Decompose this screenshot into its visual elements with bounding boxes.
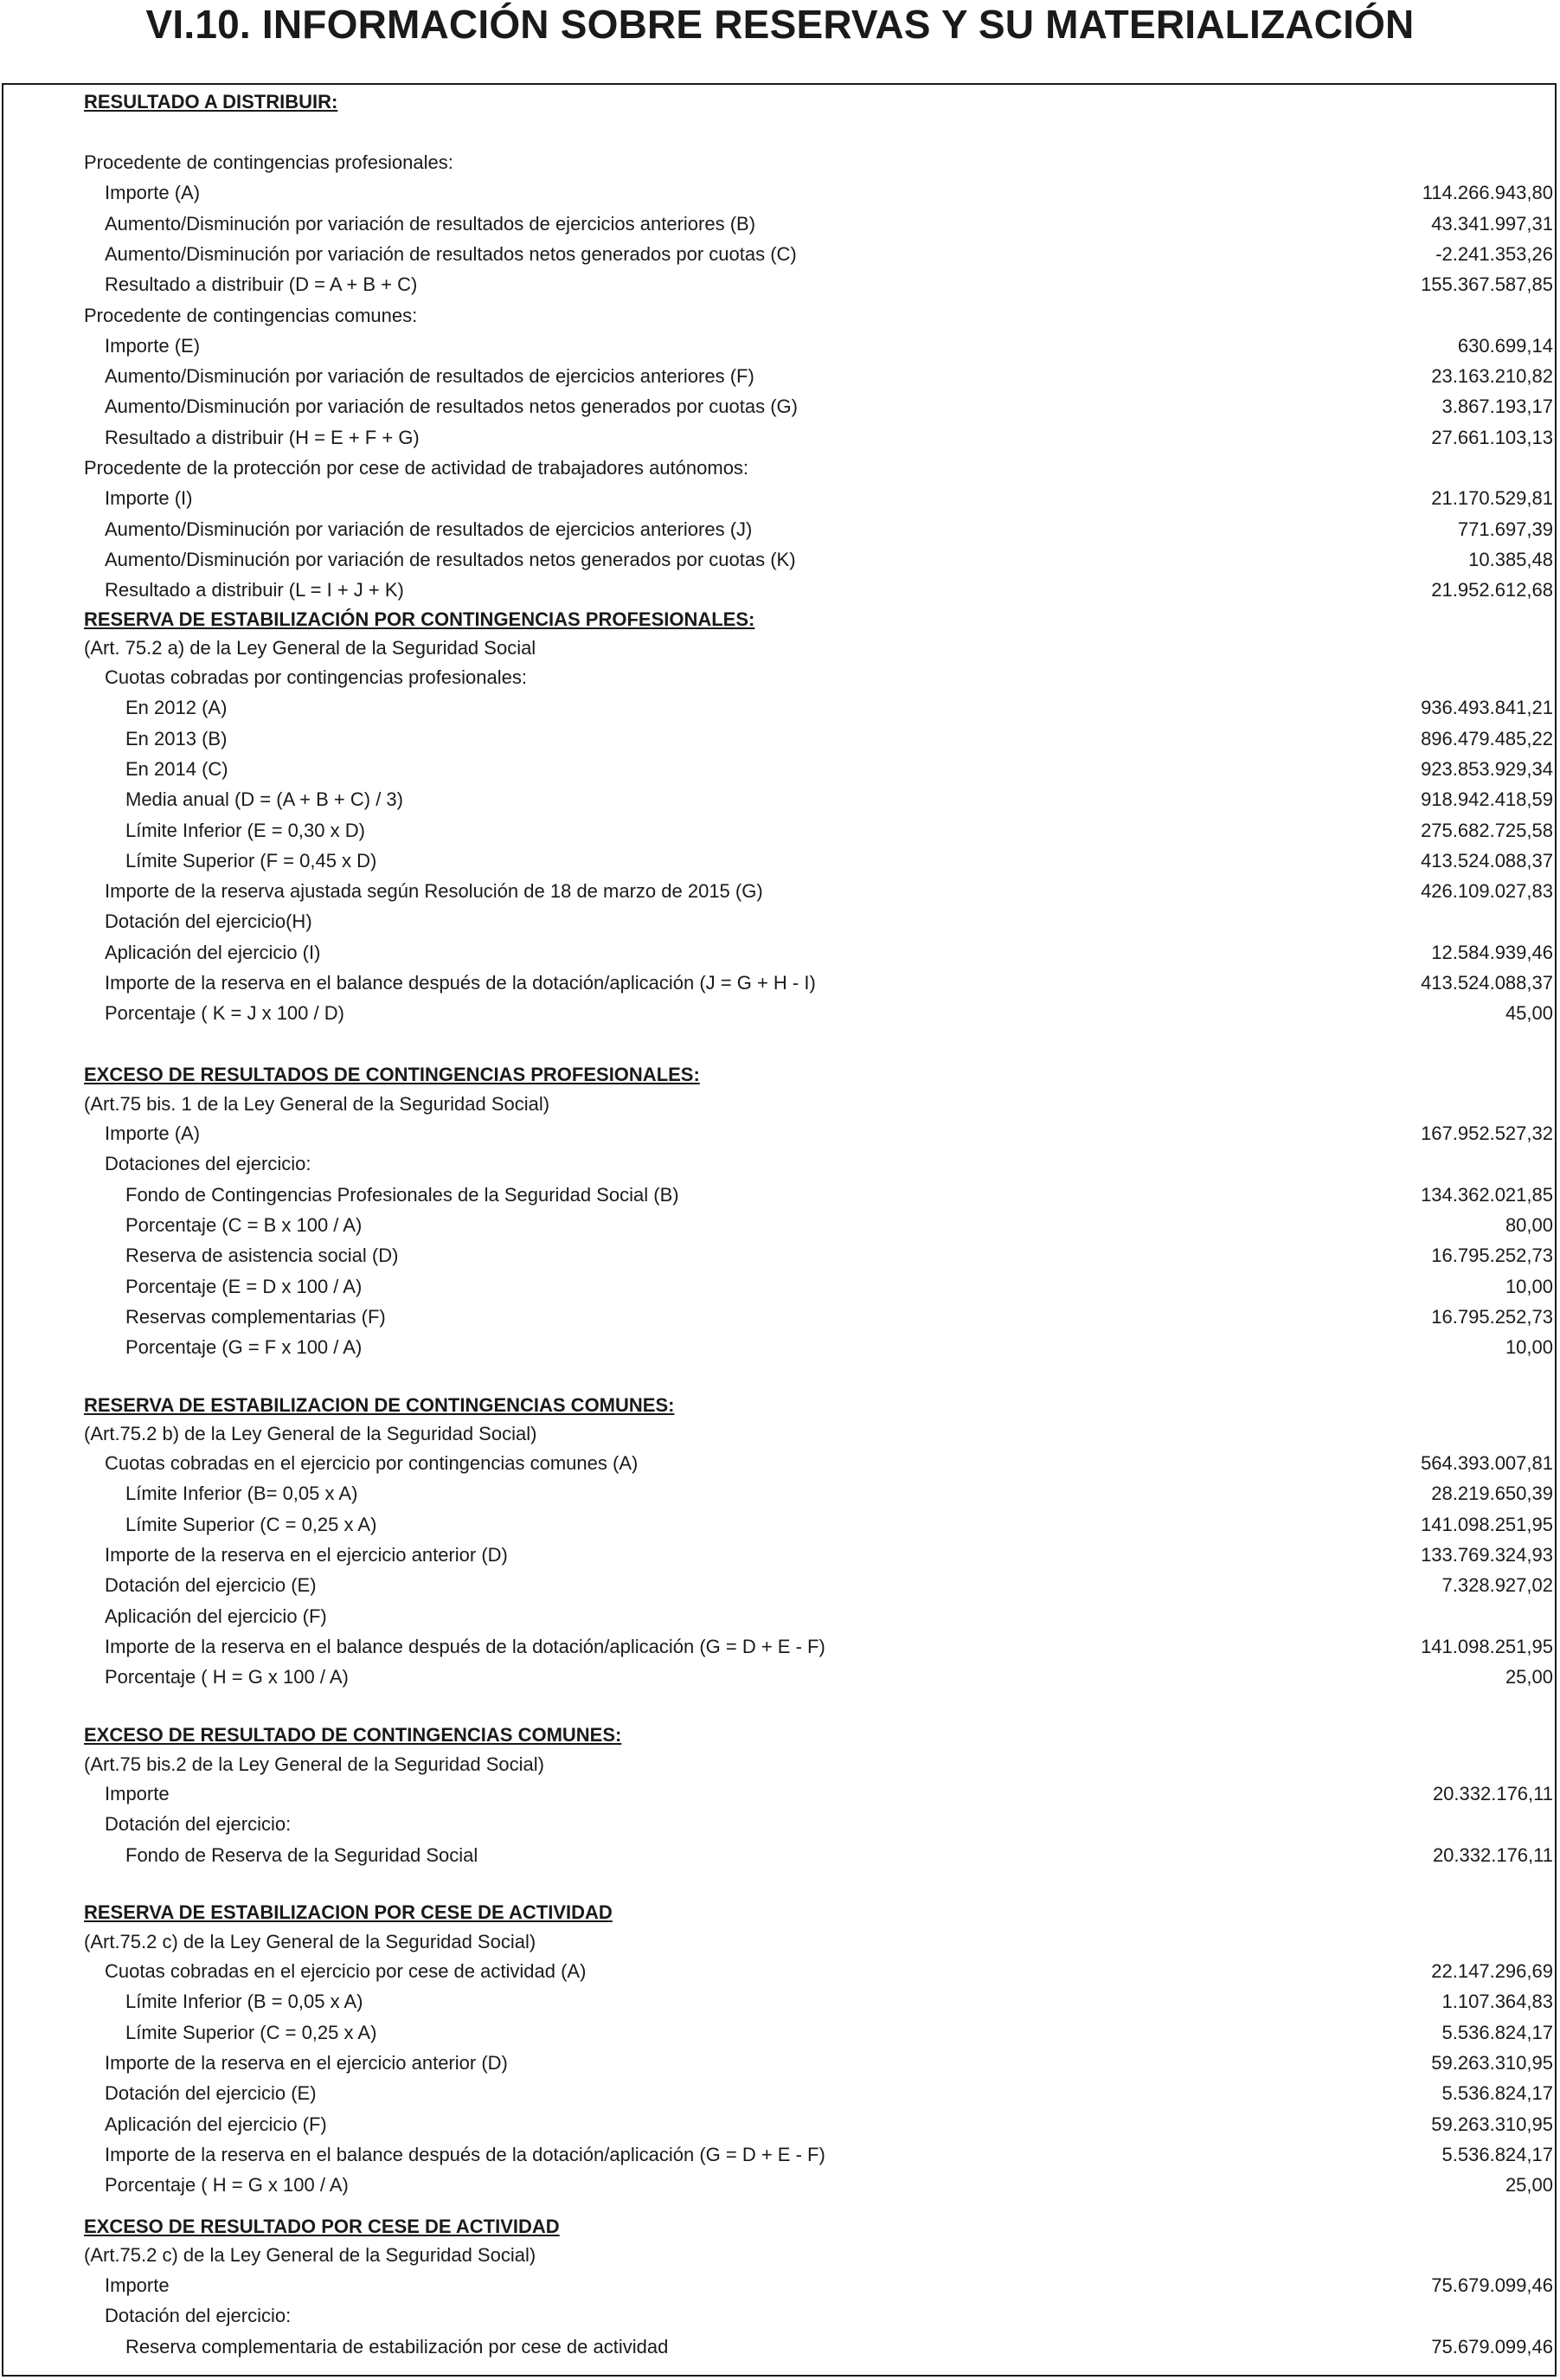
row-label: Porcentaje (C = B x 100 / A) bbox=[125, 1213, 363, 1236]
row-label: Aumento/Disminución por variación de resultados de ejercicios anteriores (F) bbox=[105, 365, 754, 388]
row-amount: 923.853.929,34 bbox=[1421, 757, 1553, 780]
row-label: Fondo de Contingencias Profesionales de la Seguridad Social (B) bbox=[125, 1183, 679, 1206]
row-amount: 10,00 bbox=[1505, 1275, 1553, 1297]
report-row bbox=[0, 2110, 1555, 2139]
row-label: Importe de la reserva en el ejercicio anterior (D) bbox=[105, 1543, 508, 1566]
report-row bbox=[0, 816, 1555, 846]
row-label: Cuotas cobradas por contingencias profesionales: bbox=[105, 666, 527, 688]
row-amount: 918.942.418,59 bbox=[1421, 788, 1553, 811]
row-amount: 27.661.103,13 bbox=[1431, 426, 1553, 448]
report-row bbox=[0, 1272, 1555, 1302]
row-label: Aplicación del ejercicio (I) bbox=[105, 941, 321, 963]
report-row bbox=[0, 907, 1555, 936]
section-heading: RESERVA DE ESTABILIZACIÓN POR CONTINGENCIAS PROFESIONALES: bbox=[84, 608, 755, 630]
row-label: En 2013 (B) bbox=[125, 727, 228, 749]
report-row bbox=[0, 1479, 1555, 1508]
report-row bbox=[0, 1841, 1555, 1870]
row-amount: 16.795.252,73 bbox=[1431, 1245, 1553, 1267]
row-label: Procedente de la protección por cese de actividad de trabajadores autónomos: bbox=[84, 457, 749, 479]
row-label: Aplicación del ejercicio (F) bbox=[105, 1605, 327, 1627]
row-amount: 114.266.943,80 bbox=[1422, 182, 1553, 204]
report-row bbox=[0, 484, 1555, 513]
row-amount: 5.536.824,17 bbox=[1441, 2021, 1553, 2043]
report-row bbox=[0, 1957, 1555, 1986]
section-heading: EXCESO DE RESULTADOS DE CONTINGENCIAS PROFESIONALES: bbox=[84, 1064, 700, 1085]
report-row bbox=[0, 362, 1555, 391]
section-legal-reference: (Art.75.2 c) de la Ley General de la Seguridad Social) bbox=[84, 2244, 536, 2266]
section-heading: RESERVA DE ESTABILIZACION DE CONTINGENCIAS COMUNES: bbox=[84, 1394, 675, 1416]
row-amount: 75.679.099,46 bbox=[1431, 2335, 1553, 2357]
row-label: Límite Superior (C = 0,25 x A) bbox=[125, 2021, 377, 2043]
row-label: Límite Superior (F = 0,45 x D) bbox=[125, 849, 377, 872]
row-amount: 22.147.296,69 bbox=[1431, 1960, 1553, 1982]
report-row bbox=[0, 1810, 1555, 1839]
report-row bbox=[0, 2018, 1555, 2048]
row-amount: 7.328.927,02 bbox=[1441, 1574, 1553, 1597]
row-amount: 1.107.364,83 bbox=[1441, 1991, 1553, 2013]
row-amount: 25,00 bbox=[1505, 2174, 1553, 2197]
row-label: Porcentaje ( H = G x 100 / A) bbox=[105, 2174, 349, 2197]
row-amount: 10,00 bbox=[1505, 1336, 1553, 1359]
row-amount: 25,00 bbox=[1505, 1666, 1553, 1689]
row-amount: 896.479.485,22 bbox=[1421, 727, 1553, 749]
row-label: Importe de la reserva en el balance después de la dotación/aplicación (G = D + E - F) bbox=[105, 2143, 825, 2165]
row-amount: 59.263.310,95 bbox=[1431, 2113, 1553, 2135]
report-row bbox=[0, 1779, 1555, 1809]
row-label: Dotación del ejercicio (E) bbox=[105, 1574, 317, 1597]
row-label: Importe de la reserva en el balance después de la dotación/aplicación (J = G + H - I) bbox=[105, 972, 816, 994]
row-amount: 5.536.824,17 bbox=[1441, 2143, 1553, 2165]
report-row bbox=[0, 1149, 1555, 1179]
row-label: Límite Inferior (E = 0,30 x D) bbox=[125, 819, 365, 841]
row-label: Importe bbox=[105, 1783, 170, 1804]
row-amount: 43.341.997,31 bbox=[1431, 212, 1553, 235]
row-amount: 20.332.176,11 bbox=[1432, 1783, 1553, 1804]
report-row bbox=[0, 1180, 1555, 1210]
row-amount: 771.697,39 bbox=[1457, 518, 1553, 540]
row-label: Importe (I) bbox=[105, 487, 193, 510]
row-amount: 16.795.252,73 bbox=[1431, 1305, 1553, 1328]
row-label: Fondo de Reserva de la Seguridad Social bbox=[125, 1843, 478, 1866]
row-amount: 141.098.251,95 bbox=[1421, 1635, 1553, 1657]
report-row bbox=[0, 1303, 1555, 1332]
report-row bbox=[0, 1449, 1555, 1478]
report-row bbox=[0, 2140, 1555, 2170]
row-amount: 21.952.612,68 bbox=[1431, 579, 1553, 601]
row-label: Porcentaje (G = F x 100 / A) bbox=[125, 1336, 363, 1359]
row-amount: 413.524.088,37 bbox=[1421, 849, 1553, 872]
row-label: Procedente de contingencias profesionales: bbox=[84, 151, 453, 173]
report-row bbox=[0, 663, 1555, 692]
report-row bbox=[0, 1541, 1555, 1570]
row-label: Reservas complementarias (F) bbox=[125, 1305, 386, 1328]
row-amount: 141.098.251,95 bbox=[1421, 1513, 1553, 1535]
row-amount: 20.332.176,11 bbox=[1432, 1843, 1553, 1866]
row-label: Aplicación del ejercicio (F) bbox=[105, 2113, 327, 2135]
report-row bbox=[0, 178, 1555, 208]
row-amount: 59.263.310,95 bbox=[1431, 2051, 1553, 2074]
row-label: Reserva complementaria de estabilización por cese de actividad bbox=[125, 2335, 669, 2357]
row-label: Dotaciones del ejercicio: bbox=[105, 1153, 311, 1175]
report-row bbox=[0, 2171, 1555, 2200]
row-label: Porcentaje ( H = G x 100 / A) bbox=[105, 1666, 349, 1689]
report-row bbox=[0, 1510, 1555, 1540]
report-row bbox=[0, 785, 1555, 814]
row-amount: 45,00 bbox=[1505, 1002, 1553, 1025]
report-row bbox=[0, 2301, 1555, 2331]
report-row bbox=[0, 270, 1555, 299]
row-label: Porcentaje (E = D x 100 / A) bbox=[125, 1275, 363, 1297]
row-label: Aumento/Disminución por variación de resultados de ejercicios anteriores (B) bbox=[105, 212, 756, 235]
page-title: VI.10. INFORMACIÓN SOBRE RESERVAS Y SU MATERIALIZACIÓN bbox=[145, 2, 1415, 47]
report-row bbox=[0, 1333, 1555, 1362]
report-row bbox=[0, 1987, 1555, 2017]
row-amount: 936.493.841,21 bbox=[1421, 697, 1553, 719]
row-label: Límite Superior (C = 0,25 x A) bbox=[125, 1513, 377, 1535]
report-row bbox=[0, 999, 1555, 1028]
section-legal-reference: (Art. 75.2 a) de la Ley General de la Seguridad Social bbox=[84, 637, 536, 659]
row-amount: 133.769.324,93 bbox=[1421, 1543, 1553, 1566]
report-row bbox=[0, 2079, 1555, 2108]
row-amount: 28.219.650,39 bbox=[1431, 1483, 1553, 1505]
report-row bbox=[0, 938, 1555, 968]
row-label: Importe de la reserva ajustada según Resolución de 18 de marzo de 2015 (G) bbox=[105, 880, 763, 903]
row-label: Importe de la reserva en el ejercicio anterior (D) bbox=[105, 2051, 508, 2074]
report-row bbox=[0, 576, 1555, 605]
row-amount: 155.367.587,85 bbox=[1421, 273, 1553, 296]
row-amount: 12.584.939,46 bbox=[1431, 941, 1553, 963]
report-row bbox=[0, 1602, 1555, 1631]
row-amount: 564.393.007,81 bbox=[1421, 1452, 1553, 1474]
row-label: Dotación del ejercicio(H) bbox=[105, 910, 312, 933]
report-row bbox=[0, 1211, 1555, 1240]
report-row bbox=[0, 846, 1555, 876]
section-legal-reference: (Art.75.2 c) de la Ley General de la Seguridad Social) bbox=[84, 1931, 536, 1952]
row-label: En 2012 (A) bbox=[125, 697, 228, 719]
row-label: Aumento/Disminución por variación de resultados netos generados por cuotas (C) bbox=[105, 242, 797, 265]
row-label: Dotación del ejercicio (E) bbox=[105, 2082, 317, 2105]
report-row bbox=[0, 331, 1555, 361]
report-row bbox=[0, 240, 1555, 269]
row-label: Importe (A) bbox=[105, 1122, 201, 1144]
report-row bbox=[0, 209, 1555, 239]
report-row bbox=[0, 755, 1555, 784]
report-row bbox=[0, 2049, 1555, 2078]
row-label: Importe (E) bbox=[105, 334, 201, 357]
report-row bbox=[0, 2271, 1555, 2300]
section-heading: EXCESO DE RESULTADO POR CESE DE ACTIVIDAD bbox=[84, 2216, 560, 2237]
section-heading: EXCESO DE RESULTADO DE CONTINGENCIAS COMUNES: bbox=[84, 1724, 622, 1746]
row-amount: 80,00 bbox=[1505, 1213, 1553, 1236]
report-row bbox=[0, 453, 1555, 483]
row-amount: 21.170.529,81 bbox=[1431, 487, 1553, 510]
row-label: Cuotas cobradas en el ejercicio por cese de actividad (A) bbox=[105, 1960, 587, 1982]
row-label: Resultado a distribuir (D = A + B + C) bbox=[105, 273, 418, 296]
row-amount: 426.109.027,83 bbox=[1421, 880, 1553, 903]
row-amount: 3.867.193,17 bbox=[1441, 396, 1553, 418]
report-row bbox=[0, 877, 1555, 906]
section-legal-reference: (Art.75 bis. 1 de la Ley General de la Seguridad Social) bbox=[84, 1093, 550, 1115]
report-row bbox=[0, 2332, 1555, 2362]
row-label: Importe de la reserva en el balance después de la dotación/aplicación (G = D + E - F) bbox=[105, 1635, 825, 1657]
section-heading: RESULTADO A DISTRIBUIR: bbox=[84, 91, 338, 113]
row-label: En 2014 (C) bbox=[125, 757, 228, 780]
report-row bbox=[0, 1571, 1555, 1600]
report-row bbox=[0, 545, 1555, 575]
row-label: Procedente de contingencias comunes: bbox=[84, 304, 418, 326]
row-label: Aumento/Disminución por variación de resultados netos generados por cuotas (G) bbox=[105, 396, 798, 418]
report-row bbox=[0, 724, 1555, 754]
report-row bbox=[0, 148, 1555, 177]
row-amount: 10.385,48 bbox=[1468, 548, 1553, 570]
report-row bbox=[0, 693, 1555, 723]
row-label: Resultado a distribuir (L = I + J + K) bbox=[105, 579, 404, 601]
row-label: Importe (A) bbox=[105, 182, 201, 204]
report-row bbox=[0, 301, 1555, 331]
row-amount: 134.362.021,85 bbox=[1421, 1183, 1553, 1206]
row-amount: 167.952.527,32 bbox=[1421, 1122, 1553, 1144]
row-label: Límite Inferior (B = 0,05 x A) bbox=[125, 1991, 363, 2013]
row-label: Media anual (D = (A + B + C) / 3) bbox=[125, 788, 403, 811]
report-row bbox=[0, 515, 1555, 544]
row-label: Reserva de asistencia social (D) bbox=[125, 1245, 399, 1267]
report-row bbox=[0, 1119, 1555, 1148]
row-label: Dotación del ejercicio: bbox=[105, 1813, 292, 1836]
row-amount: 630.699,14 bbox=[1457, 334, 1553, 357]
row-amount: -2.241.353,26 bbox=[1435, 242, 1553, 265]
row-label: Aumento/Disminución por variación de resultados netos generados por cuotas (K) bbox=[105, 548, 796, 570]
row-amount: 413.524.088,37 bbox=[1421, 972, 1553, 994]
report-row bbox=[0, 1632, 1555, 1662]
report-row bbox=[0, 968, 1555, 998]
report-row bbox=[0, 423, 1555, 453]
report-row bbox=[0, 1663, 1555, 1692]
section-heading: RESERVA DE ESTABILIZACION POR CESE DE ACTIVIDAD bbox=[84, 1901, 613, 1923]
row-label: Cuotas cobradas en el ejercicio por contingencias comunes (A) bbox=[105, 1452, 639, 1474]
report-row bbox=[0, 1241, 1555, 1270]
row-label: Importe bbox=[105, 2274, 170, 2296]
row-label: Dotación del ejercicio: bbox=[105, 2305, 292, 2327]
section-legal-reference: (Art.75.2 b) de la Ley General de la Seguridad Social) bbox=[84, 1423, 537, 1444]
row-amount: 5.536.824,17 bbox=[1441, 2082, 1553, 2105]
row-label: Límite Inferior (B= 0,05 x A) bbox=[125, 1483, 358, 1505]
row-amount: 23.163.210,82 bbox=[1431, 365, 1553, 388]
section-legal-reference: (Art.75 bis.2 de la Ley General de la Seguridad Social) bbox=[84, 1753, 544, 1775]
row-amount: 275.682.725,58 bbox=[1421, 819, 1553, 841]
row-amount: 75.679.099,46 bbox=[1431, 2274, 1553, 2296]
row-label: Porcentaje ( K = J x 100 / D) bbox=[105, 1002, 344, 1025]
row-label: Resultado a distribuir (H = E + F + G) bbox=[105, 426, 420, 448]
row-label: Aumento/Disminución por variación de resultados de ejercicios anteriores (J) bbox=[105, 518, 753, 540]
report-row bbox=[0, 392, 1555, 421]
